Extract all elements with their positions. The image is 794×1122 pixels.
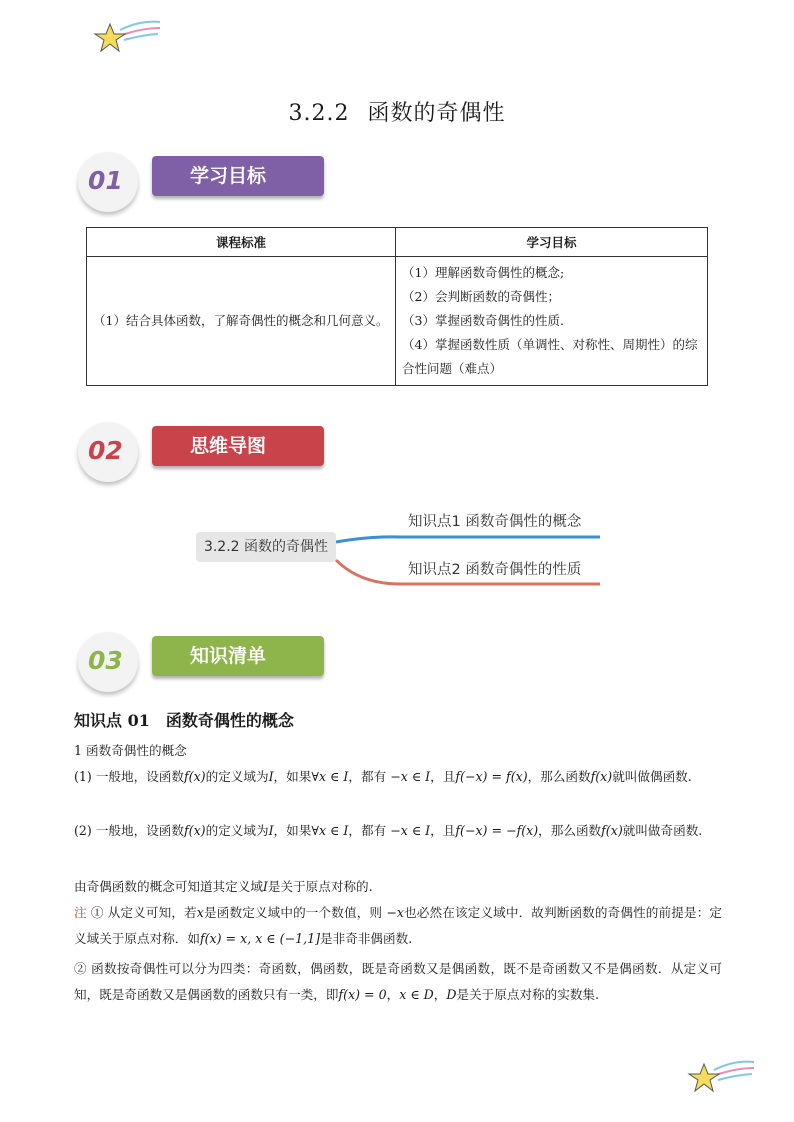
title-number: 3.2.2 xyxy=(288,101,350,126)
section-label: 知识清单 xyxy=(152,636,324,676)
star-decoration-icon xyxy=(686,1058,756,1098)
knowledge-point-heading xyxy=(74,708,294,731)
star-decoration-icon xyxy=(92,18,162,58)
title-text: 函数的奇偶性 xyxy=(367,101,506,126)
mindmap-branch-1 xyxy=(336,537,600,542)
table-header: 学习目标 xyxy=(396,228,708,257)
section-header-knowledge xyxy=(74,632,334,692)
classification-paragraph: ② 函数按奇偶性可以分为四类：奇函数，偶函数，既是奇函数又是偶函数，既不是奇函数又不是偶函数．从定义可知，既是奇函数又是偶函数的函数只有一类，即f(x) = 0，x ∈ D，D是关于原点对称的实数集. xyxy=(74,961,722,1002)
subheading: 1 函数奇偶性的概念 xyxy=(74,743,187,758)
learning-goals-cell xyxy=(396,257,708,386)
definition-even: (1) 一般地，设函数f(x)的定义域为I，如果∀x ∈ I，都有 −x ∈ I，且f(−x) = f(x)，那么函数f(x)就叫做偶函数. xyxy=(74,769,692,784)
section-label: 学习目标 xyxy=(152,156,324,196)
note-label: 注 xyxy=(74,905,87,920)
section-number: 01 xyxy=(88,166,123,195)
section-label: 思维导图 xyxy=(152,426,324,466)
knowledge-point-title: 函数奇偶性的概念 xyxy=(165,711,294,730)
mindmap-leaf-2: 知识点2 函数奇偶性的性质 xyxy=(408,562,582,578)
table-header-row xyxy=(87,228,708,257)
goal-item: （2）会判断函数的奇偶性； xyxy=(402,289,560,304)
definition-odd: (2) 一般地，设函数f(x)的定义域为I，如果∀x ∈ I，都有 −x ∈ I，且f(−x) = −f(x)，那么函数f(x)就叫做奇函数. xyxy=(74,823,703,838)
course-standard-cell: （1）结合具体函数，了解奇偶性的概念和几何意义。 xyxy=(87,257,396,386)
domain-symmetry-text: 由奇偶函数的概念可知道其定义域I是关于原点对称的. xyxy=(74,879,373,894)
mindmap-leaf-1: 知识点1 函数奇偶性的概念 xyxy=(408,514,582,530)
section-header-mindmap xyxy=(74,422,334,482)
section-number: 02 xyxy=(88,436,123,465)
goal-item: （1）理解函数奇偶性的概念; xyxy=(402,265,565,280)
goal-item: （3）掌握函数奇偶性的性质. xyxy=(402,313,564,328)
goal-item: （4）掌握函数性质（单调性、对称性、周期性）的综合性问题（难点） xyxy=(402,337,698,376)
section-number: 03 xyxy=(88,646,123,675)
note-paragraph: 注 ① 从定义可知，若x是函数定义域中的一个数值，则 −x也必然在该定义域中．故判断函数的奇偶性的前提是：定义域关于原点对称．如f(x) = x, x ∈ (−1,1]是非奇非偶函数. xyxy=(74,905,723,946)
goals-table xyxy=(86,227,708,386)
mindmap-root: 3.2.2 函数的奇偶性 xyxy=(196,532,336,562)
page-title xyxy=(0,96,794,127)
table-header: 课程标准 xyxy=(87,228,396,257)
table-row xyxy=(87,257,708,386)
knowledge-point-label: 知识点 01 xyxy=(74,711,150,730)
section-header-goals xyxy=(74,152,334,212)
